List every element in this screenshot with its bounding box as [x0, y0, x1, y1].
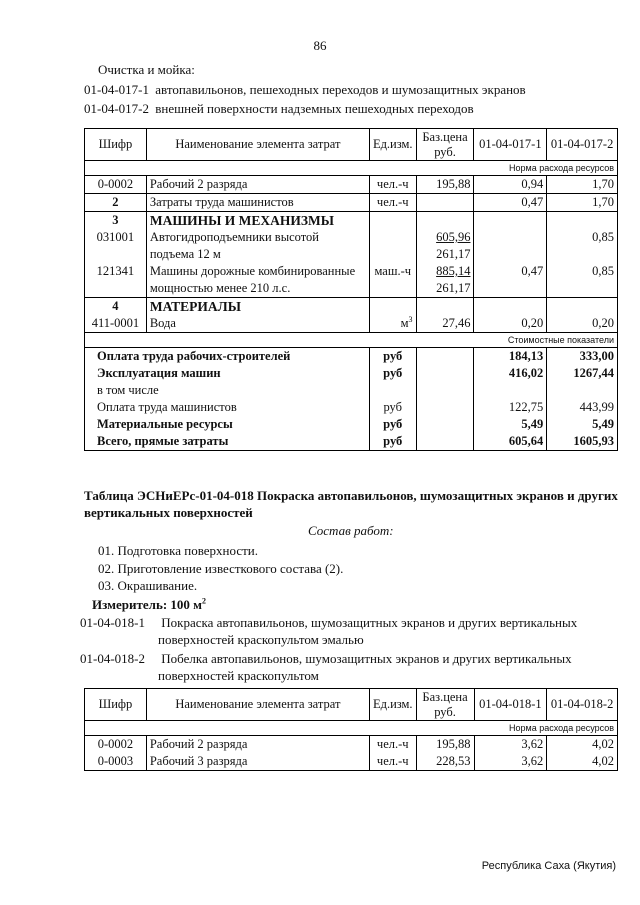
- summary-label: Оплата труда рабочих-строителей: [85, 348, 370, 366]
- header-col2: 01-04-017-2: [547, 129, 618, 161]
- norm-row: [85, 721, 618, 736]
- row-value-2: 0,20: [547, 315, 618, 333]
- summary-row: [85, 416, 618, 433]
- row-value-2: 4,02: [547, 736, 618, 754]
- works-heading: Состав работ:: [308, 523, 394, 538]
- row-name: Вода: [146, 315, 369, 333]
- section-item: [80, 651, 572, 667]
- summary-label: Всего, прямые затраты: [85, 433, 370, 451]
- summary-row: [85, 433, 618, 451]
- table-header-row: [85, 689, 618, 721]
- table-row: [85, 736, 618, 754]
- item-text: автопавильонов, пешеходных переходов и шумозащитных экранов: [155, 82, 526, 97]
- row-name: Рабочий 2 разряда: [146, 176, 369, 194]
- row-value-2: 0,85: [547, 263, 618, 298]
- work-item: 02. Приготовление известкового состава (2).: [98, 561, 344, 576]
- row-code: 121341: [85, 263, 147, 298]
- item-code: 01-04-017-2: [84, 101, 149, 116]
- summary-value-1: 5,49: [474, 416, 547, 433]
- summary-value-2: 443,99: [547, 399, 618, 416]
- row-value-1: 0,47: [474, 194, 547, 212]
- row-unit: маш.-ч: [369, 263, 416, 298]
- summary-unit: руб: [369, 416, 416, 433]
- summary-label: в том числе: [85, 382, 370, 399]
- summary-value-1: 184,13: [474, 348, 547, 366]
- summary-value-2: 333,00: [547, 348, 618, 366]
- header-col2: 01-04-018-2: [547, 689, 618, 721]
- item-text-cont: поверхностей краскопультом: [158, 668, 319, 683]
- header-code: Шифр: [85, 129, 147, 161]
- row-unit: чел.-ч: [369, 736, 416, 754]
- cost-label: Стоимостные показатели: [85, 333, 618, 348]
- meter-label: Измеритель: 100 $м^2$: [92, 596, 207, 612]
- header-unit: Ед.изм.: [369, 689, 416, 721]
- summary-value-2: 1605,93: [547, 433, 618, 451]
- item-code: 01-04-017-1: [84, 82, 149, 97]
- summary-row: [85, 382, 618, 399]
- header-price: Баз.цена руб.: [416, 689, 474, 721]
- row-price: 195,88: [416, 736, 474, 754]
- resource-table-2: [84, 688, 618, 771]
- work-item: 03. Окрашивание.: [98, 578, 198, 593]
- summary-value-1: 605,64: [474, 433, 547, 451]
- header-code: Шифр: [85, 689, 147, 721]
- row-unit: чел.-ч: [369, 176, 416, 194]
- row-value-1: 0,94: [474, 176, 547, 194]
- row-unit: чел.-ч: [369, 753, 416, 771]
- row-price: 885,14 261,17: [416, 263, 474, 298]
- row-name: Затраты труда машинистов: [146, 194, 369, 212]
- item-text: Побелка автопавильонов, шумозащитных экранов и других вертикальных: [161, 651, 572, 666]
- section-item: [84, 82, 526, 98]
- summary-unit: руб: [369, 433, 416, 451]
- header-col1: 01-04-017-1: [474, 129, 547, 161]
- summary-row: [85, 365, 618, 382]
- norm-label: Норма расхода ресурсов: [85, 161, 618, 176]
- row-value-1: 0,47: [474, 263, 547, 298]
- summary-unit: руб: [369, 365, 416, 382]
- row-value-2: 1,70: [547, 194, 618, 212]
- cost-row: [85, 333, 618, 348]
- row-unit: чел.-ч: [369, 194, 416, 212]
- group-row: [85, 298, 618, 316]
- row-value-1: 3,62: [474, 753, 547, 771]
- row-value-2: 4,02: [547, 753, 618, 771]
- table-row: [85, 229, 618, 263]
- row-name: Автогидроподъемники высотой подъема 12 м: [146, 229, 369, 263]
- section-item: [80, 615, 577, 631]
- row-code: 2: [85, 194, 147, 212]
- summary-row: [85, 348, 618, 366]
- row-price: 228,53: [416, 753, 474, 771]
- row-price: 195,88: [416, 176, 474, 194]
- row-name: Рабочий 3 разряда: [146, 753, 369, 771]
- summary-label: Эксплуатация машин: [85, 365, 370, 382]
- footer-region: Республика Саха (Якутия): [481, 860, 616, 872]
- summary-value-1: 416,02: [474, 365, 547, 382]
- table-row: [85, 315, 618, 333]
- norm-label: Норма расхода ресурсов: [85, 721, 618, 736]
- header-name: Наименование элемента затрат: [146, 689, 369, 721]
- table-row: [85, 194, 618, 212]
- row-price: 27,46: [416, 315, 474, 333]
- row-value-2: 1,70: [547, 176, 618, 194]
- row-code: 411-0001: [85, 315, 147, 333]
- table-header-row: [85, 129, 618, 161]
- row-value-2: 0,85: [547, 229, 618, 263]
- section-item: [84, 101, 474, 117]
- header-col1: 01-04-018-1: [474, 689, 547, 721]
- row-code: 0-0002: [85, 176, 147, 194]
- summary-value-2: 1267,44: [547, 365, 618, 382]
- group-row: [85, 212, 618, 230]
- item-text: внешней поверхности надземных пешеходных переходов: [155, 101, 474, 116]
- summary-row: [85, 399, 618, 416]
- group-name: МАШИНЫ И МЕХАНИЗМЫ: [146, 212, 369, 230]
- table-row: [85, 263, 618, 298]
- table-title: Таблица ЭСНиЕРс-01-04-018 Покраска автопавильонов, шумозащитных экранов и других: [84, 488, 618, 503]
- row-code: 031001: [85, 229, 147, 263]
- table-row: [85, 176, 618, 194]
- resource-table-1: [84, 128, 618, 451]
- summary-unit: руб: [369, 399, 416, 416]
- item-text: Покраска автопавильонов, шумозащитных экранов и других вертикальных: [161, 615, 578, 630]
- row-price: 605,96 261,17: [416, 229, 474, 263]
- row-value-1: 3,62: [474, 736, 547, 754]
- header-name: Наименование элемента затрат: [146, 129, 369, 161]
- header-unit: Ед.изм.: [369, 129, 416, 161]
- row-value-1: 0,20: [474, 315, 547, 333]
- work-item: 01. Подготовка поверхности.: [98, 543, 258, 558]
- page-number: 86: [313, 38, 327, 53]
- summary-value-1: 122,75: [474, 399, 547, 416]
- item-text-cont: поверхностей краскопультом эмалью: [158, 632, 364, 647]
- header-price: Баз.цена руб.: [416, 129, 474, 161]
- item-code: 01-04-018-2: [80, 651, 145, 666]
- group-code: 4: [85, 298, 147, 316]
- summary-label: Материальные ресурсы: [85, 416, 370, 433]
- summary-label: Оплата труда машинистов: [85, 399, 370, 416]
- summary-unit: руб: [369, 348, 416, 366]
- row-unit: $м^3$: [369, 315, 416, 333]
- table-title-cont: вертикальных поверхностей: [84, 505, 253, 520]
- item-code: 01-04-018-1: [80, 615, 145, 630]
- group-name: МАТЕРИАЛЫ: [146, 298, 369, 316]
- row-code: 0-0002: [85, 736, 147, 754]
- section-title: Очистка и мойка:: [98, 62, 195, 77]
- norm-row: [85, 161, 618, 176]
- group-code: 3: [85, 212, 147, 230]
- row-name: Машины дорожные комбинированные мощностью менее 210 л.с.: [146, 263, 369, 298]
- summary-value-2: 5,49: [547, 416, 618, 433]
- row-name: Рабочий 2 разряда: [146, 736, 369, 754]
- row-code: 0-0003: [85, 753, 147, 771]
- table-row: [85, 753, 618, 771]
